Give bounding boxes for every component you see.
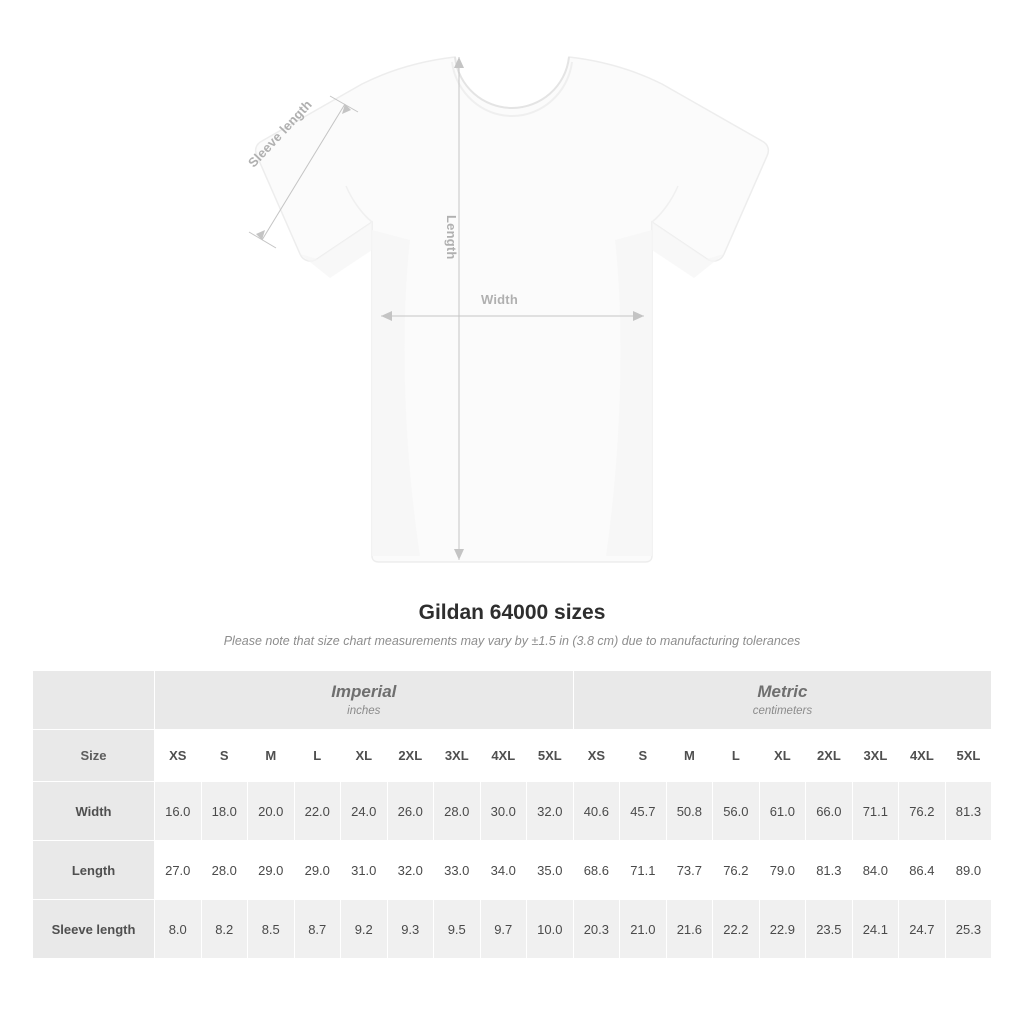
cell-sleeve-metric: 23.5 xyxy=(806,900,853,959)
cell-width-imperial: 16.0 xyxy=(155,782,202,841)
cell-sleeve-metric: 21.0 xyxy=(620,900,667,959)
cell-sleeve-metric: 21.6 xyxy=(666,900,713,959)
size-header-cell: S xyxy=(201,730,248,782)
cell-width-metric: 66.0 xyxy=(806,782,853,841)
cell-length-metric: 86.4 xyxy=(899,841,946,900)
size-header-cell: XL xyxy=(759,730,806,782)
cell-sleeve-imperial: 8.5 xyxy=(248,900,295,959)
cell-length-metric: 73.7 xyxy=(666,841,713,900)
unit-group-imperial-sub: inches xyxy=(347,704,381,717)
table-row xyxy=(33,900,992,959)
cell-sleeve-imperial: 8.0 xyxy=(155,900,202,959)
cell-width-imperial: 20.0 xyxy=(248,782,295,841)
size-header-cell: M xyxy=(666,730,713,782)
cell-sleeve-metric: 22.2 xyxy=(713,900,760,959)
cell-width-metric: 56.0 xyxy=(713,782,760,841)
table-row xyxy=(33,782,992,841)
cell-sleeve-metric: 20.3 xyxy=(573,900,620,959)
size-header-cell: L xyxy=(294,730,341,782)
size-header-cell: 4XL xyxy=(899,730,946,782)
cell-sleeve-metric: 24.1 xyxy=(852,900,899,959)
size-header-cell: M xyxy=(248,730,295,782)
cell-width-metric: 81.3 xyxy=(945,782,992,841)
cell-sleeve-imperial: 8.2 xyxy=(201,900,248,959)
label-sleeve-length: Sleeve length xyxy=(245,96,315,171)
cell-length-metric: 71.1 xyxy=(620,841,667,900)
cell-length-metric: 68.6 xyxy=(573,841,620,900)
size-chart-table xyxy=(32,670,992,959)
corner-cell xyxy=(33,671,155,730)
cell-width-imperial: 22.0 xyxy=(294,782,341,841)
cell-width-imperial: 32.0 xyxy=(527,782,574,841)
cell-length-imperial: 31.0 xyxy=(341,841,388,900)
cell-width-imperial: 26.0 xyxy=(387,782,434,841)
size-header-cell: 5XL xyxy=(527,730,574,782)
cell-length-metric: 81.3 xyxy=(806,841,853,900)
unit-header-row xyxy=(33,671,992,730)
cell-sleeve-imperial: 10.0 xyxy=(527,900,574,959)
cell-length-imperial: 35.0 xyxy=(527,841,574,900)
cell-length-imperial: 27.0 xyxy=(155,841,202,900)
size-label-cell: Size xyxy=(33,730,155,782)
cell-length-imperial: 28.0 xyxy=(201,841,248,900)
cell-length-imperial: 33.0 xyxy=(434,841,481,900)
unit-group-imperial xyxy=(155,671,574,730)
cell-width-metric: 61.0 xyxy=(759,782,806,841)
cell-length-imperial: 29.0 xyxy=(294,841,341,900)
cell-width-imperial: 30.0 xyxy=(480,782,527,841)
unit-group-metric-name: Metric xyxy=(757,682,808,702)
size-header-cell: XS xyxy=(155,730,202,782)
unit-group-metric xyxy=(573,671,992,730)
cell-length-metric: 89.0 xyxy=(945,841,992,900)
cell-sleeve-metric: 24.7 xyxy=(899,900,946,959)
size-table-wrapper xyxy=(32,670,992,959)
size-header-cell: 5XL xyxy=(945,730,992,782)
size-header-cell: L xyxy=(713,730,760,782)
cell-length-imperial: 34.0 xyxy=(480,841,527,900)
cell-sleeve-metric: 22.9 xyxy=(759,900,806,959)
tshirt-shape xyxy=(256,57,769,562)
cell-width-metric: 76.2 xyxy=(899,782,946,841)
table-row xyxy=(33,841,992,900)
size-header-cell: 3XL xyxy=(434,730,481,782)
row-label-width: Width xyxy=(33,782,155,841)
label-length: Length xyxy=(444,215,459,260)
page-title: Gildan 64000 sizes xyxy=(418,601,606,624)
size-header-cell: 4XL xyxy=(480,730,527,782)
size-header-cell: 3XL xyxy=(852,730,899,782)
size-header-cell: XL xyxy=(341,730,388,782)
cell-sleeve-imperial: 9.3 xyxy=(387,900,434,959)
unit-group-imperial-name: Imperial xyxy=(331,682,397,702)
cell-length-metric: 76.2 xyxy=(713,841,760,900)
size-header-cell: 2XL xyxy=(806,730,853,782)
label-width: Width xyxy=(481,292,518,307)
cell-sleeve-imperial: 9.7 xyxy=(480,900,527,959)
cell-length-metric: 84.0 xyxy=(852,841,899,900)
cell-length-imperial: 32.0 xyxy=(387,841,434,900)
cell-width-imperial: 18.0 xyxy=(201,782,248,841)
cell-width-imperial: 28.0 xyxy=(434,782,481,841)
cell-length-imperial: 29.0 xyxy=(248,841,295,900)
cell-sleeve-imperial: 9.5 xyxy=(434,900,481,959)
size-header-cell: S xyxy=(620,730,667,782)
tolerance-note: Please note that size chart measurements may vary by ±1.5 in (3.8 cm) due to manufacturing tolerances xyxy=(223,634,801,648)
size-header-row xyxy=(33,730,992,782)
size-header-cell: 2XL xyxy=(387,730,434,782)
size-header-cell: XS xyxy=(573,730,620,782)
cell-width-metric: 40.6 xyxy=(573,782,620,841)
cell-sleeve-imperial: 8.7 xyxy=(294,900,341,959)
unit-group-metric-sub: centimeters xyxy=(752,704,813,717)
cell-width-metric: 45.7 xyxy=(620,782,667,841)
row-label-length: Length xyxy=(33,841,155,900)
cell-width-imperial: 24.0 xyxy=(341,782,388,841)
cell-width-metric: 50.8 xyxy=(666,782,713,841)
cell-sleeve-imperial: 9.2 xyxy=(341,900,388,959)
row-label-sleeve-length: Sleeve length xyxy=(33,900,155,959)
cell-width-metric: 71.1 xyxy=(852,782,899,841)
cell-sleeve-metric: 25.3 xyxy=(945,900,992,959)
cell-length-metric: 79.0 xyxy=(759,841,806,900)
